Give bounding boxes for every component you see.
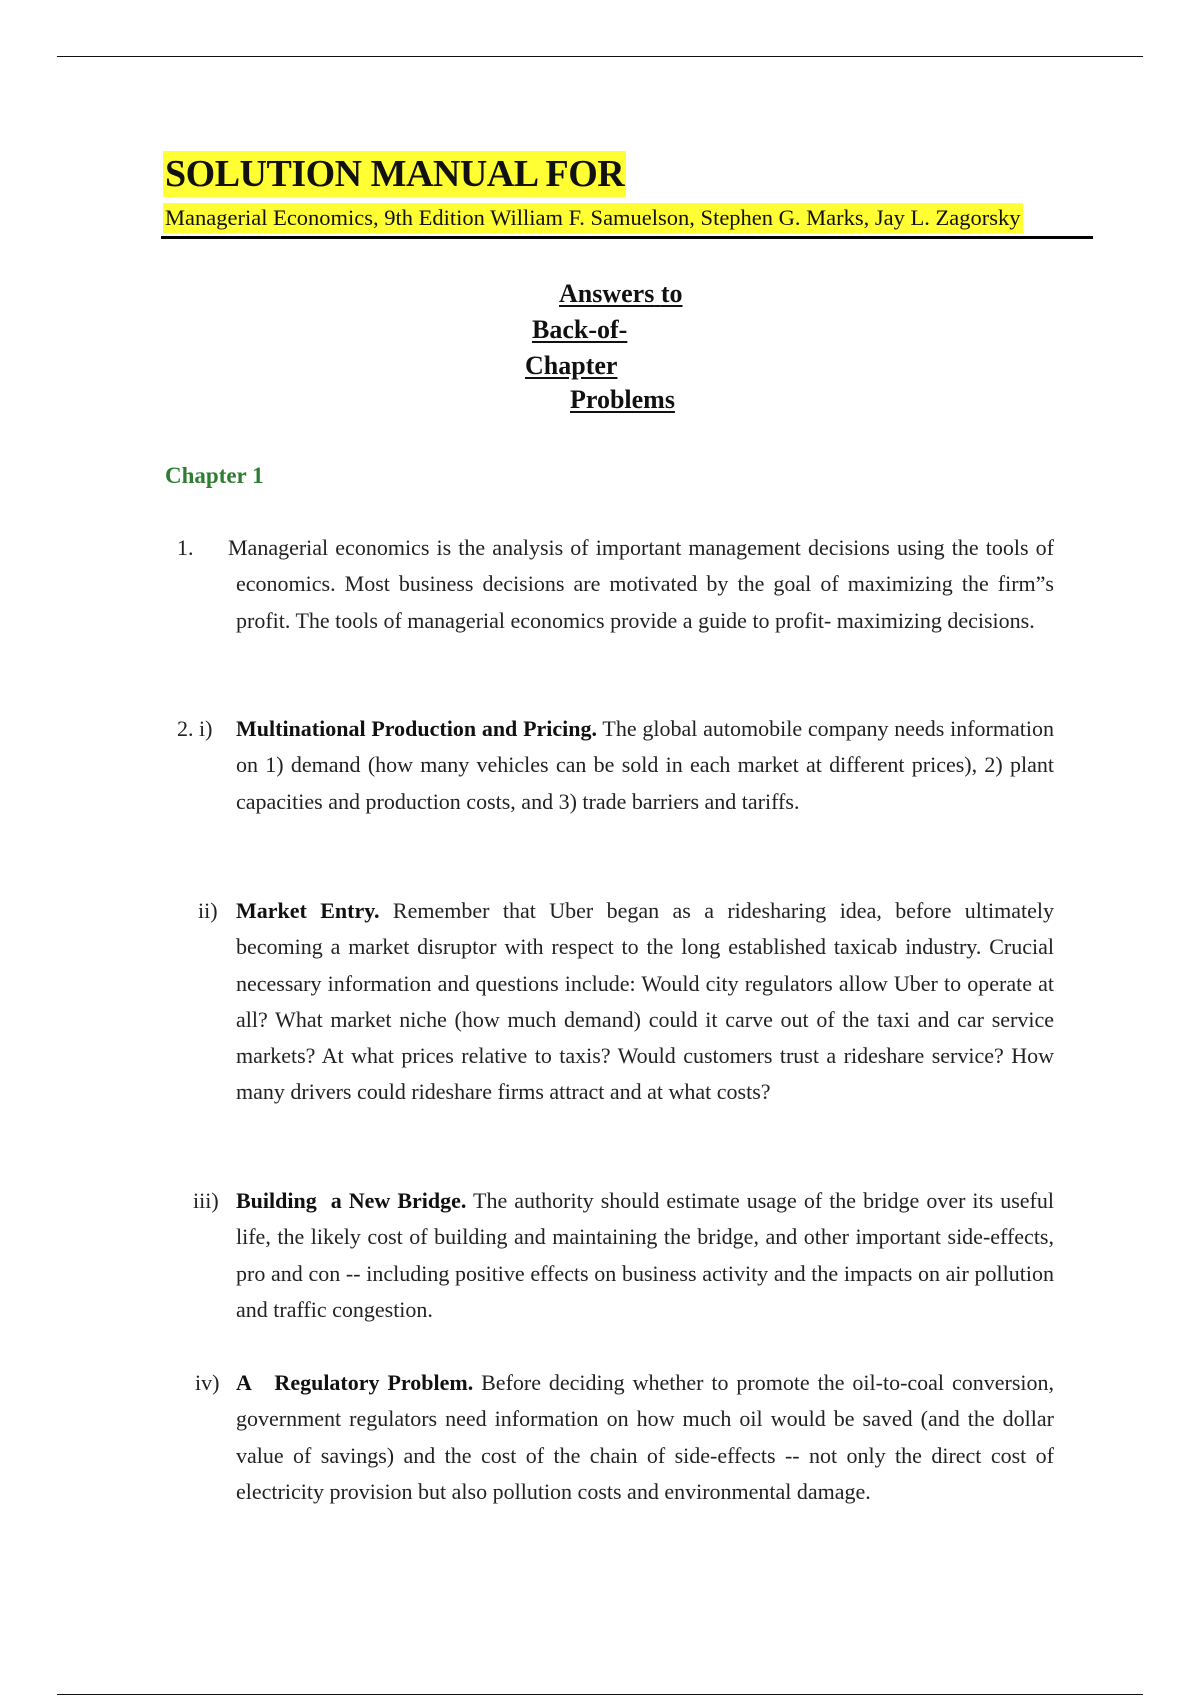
heading-chapter: Chapter: [525, 351, 618, 380]
heading-answers: [559, 278, 683, 310]
answer-heading: A Regulatory Problem.: [236, 1370, 474, 1395]
answer-1: [177, 530, 1054, 639]
answer-2-iii: [193, 1183, 1054, 1328]
answer-2-ii: [198, 893, 1054, 1111]
answer-label: 1.: [177, 535, 194, 560]
bottom-rule: [57, 1694, 1143, 1695]
answer-text: Remember that Uber began as a ridesharing idea, before ultimately becoming a market disruptor with respect to the long established taxicab industry. Crucial necessary information and questions include: Would city regulators allow Uber to operate at all? What market niche (how much demand) could it carve out of the taxi and car service markets? At what prices relative to taxis? Would customers trust a rideshare service? How many drivers could rideshare firms attract and at what costs?: [236, 898, 1054, 1105]
answer-2-i: [177, 711, 1054, 820]
answer-label: ii): [198, 898, 218, 923]
answer-text: Before deciding whether to promote the oil-to-coal conversion, government regulators need information on how much oil would be saved (and the dollar value of savings) and the cost of the chain of side-effects -- not only the direct cost of electricity provision but also pollution costs and environmental damage.: [236, 1370, 1054, 1504]
answer-label: iv): [195, 1370, 220, 1395]
chapter-heading: Chapter 1: [165, 463, 264, 488]
answer-label: iii): [193, 1188, 219, 1213]
document-subtitle: Managerial Economics, 9th Edition William F. Samuelson, Stephen G. Marks, Jay L. Zagorsky: [163, 203, 1023, 233]
answer-text: The global automobile company needs information on 1) demand (how many vehicles can be sold in each market at different prices), 2) plant capacities and production costs, and 3) trade barriers and tariffs.: [236, 716, 1054, 814]
answer-label: 2. i): [177, 716, 213, 741]
heading-back-of: Back-of-: [532, 315, 628, 344]
top-rule: [57, 56, 1143, 57]
answer-text: The authority should estimate usage of the bridge over its useful life, the likely cost of building and maintaining the bridge, and other important side-effects, pro and con -- including positive effects on business activity and the impacts on air pollution and traffic congestion.: [236, 1188, 1054, 1322]
document-title: SOLUTION MANUAL FOR: [165, 153, 625, 195]
answer-2-iv: [195, 1365, 1054, 1510]
subtitle-underline: [161, 236, 1093, 239]
heading-word-to: to: [660, 279, 683, 308]
heading-problems: Problems: [570, 385, 675, 414]
answer-heading: Multinational Production and Pricing.: [236, 716, 597, 741]
answer-text: Managerial economics is the analysis of important management decisions using the tools of economics. Most business decisions are motivated by the goal of maximizing the firm”s profit. The tools of managerial economics provide a guide to profit- maximizing decisions.: [228, 535, 1054, 633]
heading-word-answers: Answers: [559, 279, 655, 308]
answer-heading: Market Entry.: [236, 898, 380, 923]
answer-heading: Building a New Bridge.: [236, 1188, 467, 1213]
